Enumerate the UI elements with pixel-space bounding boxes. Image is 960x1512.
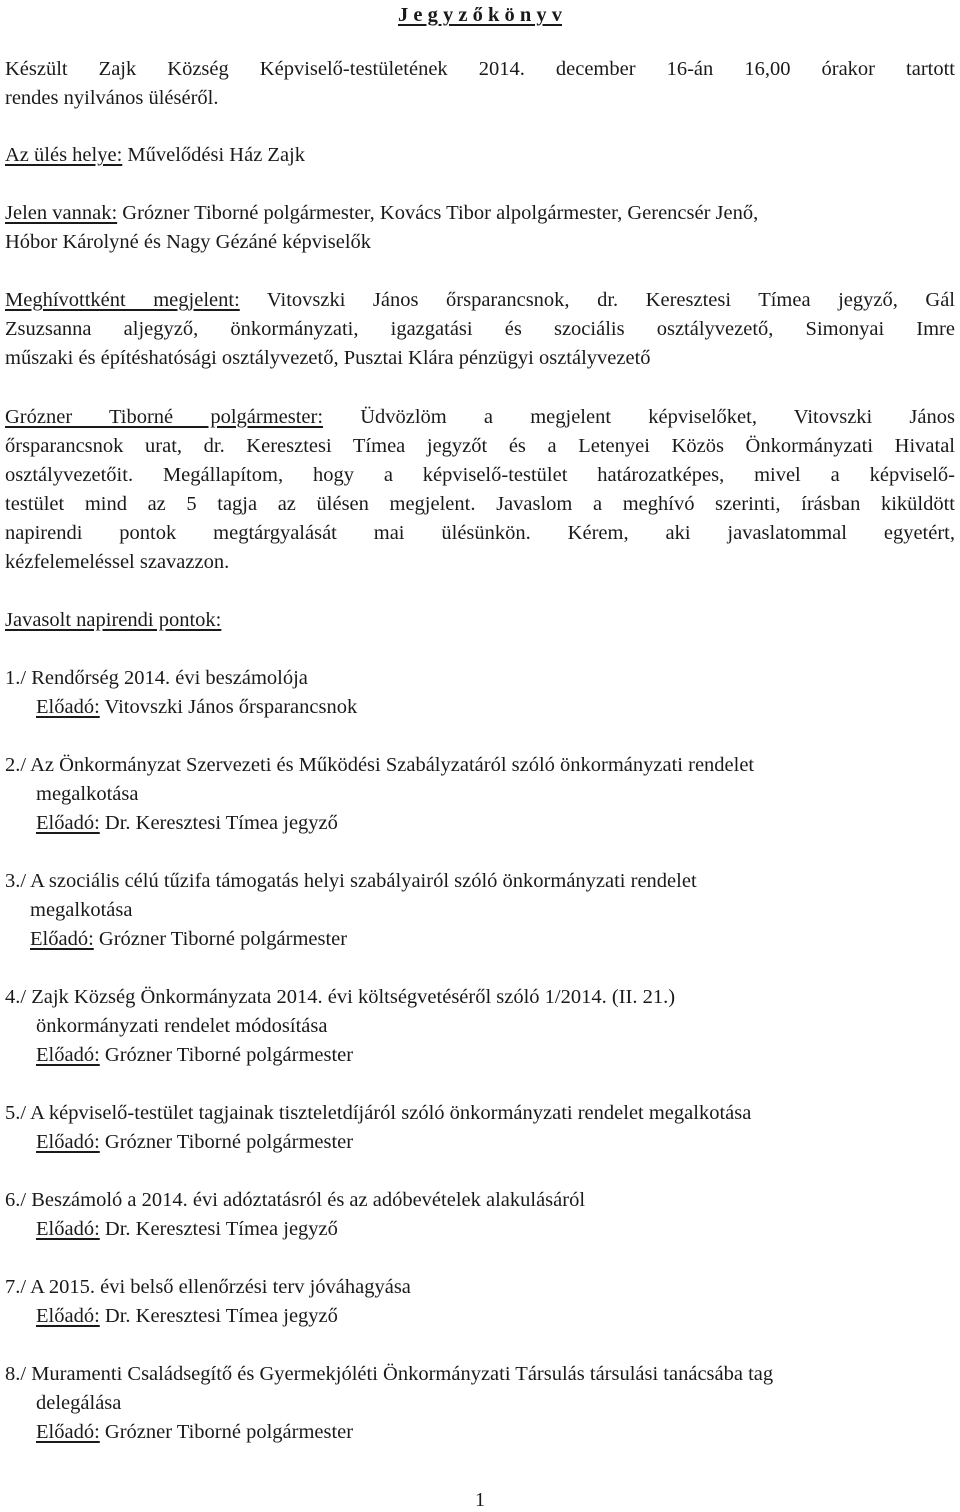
agenda-heading xyxy=(5,606,955,635)
invited-label: Meghívottként megjelent: xyxy=(5,289,240,311)
presenter-label: Előadó: xyxy=(30,928,94,950)
invited-line-3: műszaki és építéshatósági osztályvezető, Pusztai Klára pénzügyi osztályvezető xyxy=(5,347,651,369)
speech-line-6: kézfelemeléssel szavazzon. xyxy=(5,551,230,573)
agenda-item-5-title: 5./ A képviselő-testület tagjainak tiszteletdíjáról szóló önkormányzati rendelet megalkotása xyxy=(5,1102,752,1124)
presenter-name: Grózner Tiborné polgármester xyxy=(99,1421,354,1443)
presenter-label: Előadó: xyxy=(36,1044,100,1066)
page-number: 1 xyxy=(475,1489,485,1511)
agenda-item-3-presenter xyxy=(30,925,955,954)
agenda-item-6-presenter xyxy=(36,1215,955,1244)
presenter-label: Előadó: xyxy=(36,1305,100,1327)
agenda-item-2-title-cont: megalkotása xyxy=(36,783,139,805)
speech-line-2: őrsparancsnok urat, dr. Keresztesi Tímea jegyzőt és a Letenyei Közös Önkormányzati Hivatal xyxy=(5,435,955,457)
agenda-item-4-title-cont: önkormányzati rendelet módosítása xyxy=(36,1015,328,1037)
intro-line-2: rendes nyilvános üléséről. xyxy=(5,87,219,109)
agenda-heading-text: Javasolt napirendi pontok: xyxy=(5,609,222,631)
presenter-label: Előadó: xyxy=(36,1218,100,1240)
meeting-location xyxy=(5,141,955,170)
speech-line-5: napirendi pontok megtárgyalását mai ülésünkön. Kérem, aki javaslatommal egyetért, xyxy=(5,522,955,544)
presenter-name: Grózner Tiborné polgármester xyxy=(99,1044,354,1066)
agenda-item-4-title: 4./ Zajk Község Önkormányzata 2014. évi költségvetéséről szóló 1/2014. (II. 21.) xyxy=(5,986,676,1008)
presenter-name: Dr. Keresztesi Tímea jegyző xyxy=(99,1218,338,1240)
invited-line-1 xyxy=(5,286,955,315)
presenter-label: Előadó: xyxy=(36,1421,100,1443)
presenter-name: Dr. Keresztesi Tímea jegyző xyxy=(99,1305,338,1327)
agenda-item-4-presenter xyxy=(36,1041,955,1070)
speech-line-3: osztályvezetőit. Megállapítom, hogy a képviselő-testület határozatképes, mivel a képviselő- xyxy=(5,464,955,486)
agenda-item-1-title: 1./ Rendőrség 2014. évi beszámolója xyxy=(5,667,308,689)
agenda-item-5-presenter xyxy=(36,1128,955,1157)
agenda-item-8-title: 8./ Muramenti Családsegítő és Gyermekjóléti Önkormányzati Társulás társulási tanácsába tag xyxy=(5,1363,774,1385)
present-text: Grózner Tiborné polgármester, Kovács Tibor alpolgármester, Gerencsér Jenő, xyxy=(117,202,759,224)
speech-text: Üdvözlöm a megjelent képviselőket, Vitovszki János xyxy=(323,406,955,428)
agenda-item-6-title: 6./ Beszámoló a 2014. évi adóztatásról és az adóbevételek alakulásáról xyxy=(5,1189,586,1211)
presenter-label: Előadó: xyxy=(36,696,100,718)
agenda-item-2-title: 2./ Az Önkormányzat Szervezeti és Működési Szabályzatáról szóló önkormányzati rendelet xyxy=(5,754,755,776)
agenda-item-8-title-cont: delegálása xyxy=(36,1392,122,1414)
present-line-1 xyxy=(5,199,955,228)
agenda-item-7-title: 7./ A 2015. évi belső ellenőrzési terv jóváhagyása xyxy=(5,1276,411,1298)
present-label: Jelen vannak: xyxy=(5,202,118,224)
presenter-name: Grózner Tiborné polgármester xyxy=(99,1131,354,1153)
speaker-label: Grózner Tiborné polgármester: xyxy=(5,406,324,428)
presenter-name: Grózner Tiborné polgármester xyxy=(93,928,348,950)
presenter-name: Dr. Keresztesi Tímea jegyző xyxy=(99,812,338,834)
presenter-name: Vitovszki János őrsparancsnok xyxy=(99,696,358,718)
location-label: Az ülés helye: xyxy=(5,144,123,166)
invited-line-2: Zsuzsanna aljegyző, önkormányzati, igazgatási és szociális osztályvezető, Simonyai Imre xyxy=(5,318,955,340)
agenda-item-2-presenter xyxy=(36,809,955,838)
presenter-label: Előadó: xyxy=(36,812,100,834)
speech-line-4: testület mind az 5 tagja az ülésen megjelent. Javaslom a meghívó szerinti, írásban kiküldött xyxy=(5,493,955,515)
agenda-item-1-presenter xyxy=(36,693,955,722)
speech-line-1 xyxy=(5,403,955,432)
location-value: Művelődési Ház Zajk xyxy=(122,144,306,166)
agenda-item-3-title: 3./ A szociális célú tűzifa támogatás helyi szabályairól szóló önkormányzati rendelet xyxy=(5,870,697,892)
presenter-label: Előadó: xyxy=(36,1131,100,1153)
present-line-2: Hóbor Károlyné és Nagy Gézáné képviselők xyxy=(5,231,372,253)
agenda-item-8-presenter xyxy=(36,1418,955,1447)
agenda-item-3-title-cont: megalkotása xyxy=(30,899,133,921)
intro-line-1: Készült Zajk Község Képviselő-testületének 2014. december 16-án 16,00 órakor tartott xyxy=(5,58,955,80)
agenda-item-7-presenter xyxy=(36,1302,955,1331)
invited-text: Vitovszki János őrsparancsnok, dr. Keresztesi Tímea jegyző, Gál xyxy=(239,289,955,311)
document-title: J e g y z ő k ö n y v xyxy=(398,4,562,26)
